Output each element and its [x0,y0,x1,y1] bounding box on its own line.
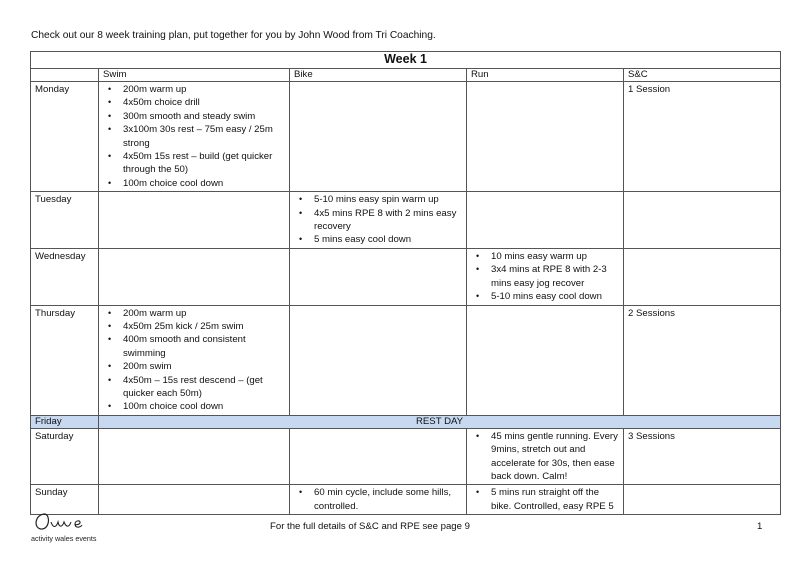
footer-note: For the full details of S&C and RPE see page 9 [270,521,470,532]
day-label: Tuesday [31,192,99,249]
column-header-bike: Bike [290,69,467,82]
day-row [31,485,781,515]
swim-cell [99,248,290,305]
list-item: • 5 mins run straight off the bike. Controlled, easy RPE 5 [491,486,619,513]
day-label: Sunday [31,485,99,515]
bike-cell [290,248,467,305]
day-row [31,82,781,192]
list-item: • 100m choice cool down [123,177,285,190]
list-item: • 5-10 mins easy spin warm up [314,193,462,206]
run-cell [467,305,624,415]
day-label: Monday [31,82,99,192]
sc-cell [624,192,781,249]
column-header-day [31,69,99,82]
list-item: • 100m choice cool down [123,400,285,413]
day-row [31,428,781,485]
sc-cell [624,485,781,515]
bike-cell [290,428,467,485]
day-label: Saturday [31,428,99,485]
list-item: • 3x100m 30s rest – 75m easy / 25m strong [123,123,285,150]
rest-day-label: REST DAY [99,415,781,428]
day-label: Thursday [31,305,99,415]
list-item: • 200m swim [123,360,285,373]
week-title: Week 1 [31,52,781,69]
training-plan-table [30,51,781,515]
bike-list [294,486,462,513]
page-number: 1 [757,521,763,532]
column-header-row [31,69,781,82]
bike-cell [290,485,467,515]
column-header-swim: Swim [99,69,290,82]
list-item: • 60 min cycle, include some hills, controlled. [314,486,462,513]
swim-list [103,307,285,414]
day-row [31,192,781,249]
list-item: • 45 mins gentle running. Every 9mins, stretch out and accelerate for 30s, then ease back down. Calm! [491,430,619,484]
bike-list [294,193,462,247]
run-cell [467,485,624,515]
swim-list [103,83,285,190]
run-list [471,250,619,304]
run-cell [467,248,624,305]
day-label: Wednesday [31,248,99,305]
list-item: • 200m warm up [123,307,285,320]
list-item: • 4x50m choice drill [123,96,285,109]
sc-cell: 2 Sessions [624,305,781,415]
logo [31,508,111,548]
bike-cell [290,305,467,415]
column-header-sc: S&C [624,69,781,82]
list-item: • 4x50m 15s rest – build (get quicker through the 50) [123,150,285,177]
list-item: • 400m smooth and consistent swimming [123,333,285,360]
day-row [31,248,781,305]
bike-cell [290,192,467,249]
run-cell [467,82,624,192]
sc-cell: 3 Sessions [624,428,781,485]
list-item: • 5 mins easy cool down [314,233,462,246]
list-item: • 4x50m 25m kick / 25m swim [123,320,285,333]
swim-cell [99,428,290,485]
swim-cell [99,485,290,515]
day-row [31,305,781,415]
day-row [31,415,781,428]
swim-cell [99,305,290,415]
list-item: • 5-10 mins easy cool down [491,290,619,303]
intro-text: Check out our 8 week training plan, put together for you by John Wood from Tri Coaching. [31,30,436,41]
list-item: • 3x4 mins at RPE 8 with 2-3 mins easy jog recover [491,263,619,290]
run-cell [467,192,624,249]
run-list [471,486,619,513]
list-item: • 10 mins easy warm up [491,250,619,263]
logo-mark-icon [31,508,111,536]
sc-cell [624,248,781,305]
list-item: • 200m warm up [123,83,285,96]
bike-cell [290,82,467,192]
list-item: • 4x50m – 15s rest descend – (get quicker each 50m) [123,374,285,401]
run-cell [467,428,624,485]
column-header-run: Run [467,69,624,82]
logo-caption: activity wales events [31,534,97,543]
sc-cell: 1 Session [624,82,781,192]
list-item: • 4x5 mins RPE 8 with 2 mins easy recovery [314,207,462,234]
run-list [471,430,619,484]
list-item: • 300m smooth and steady swim [123,110,285,123]
swim-cell [99,82,290,192]
day-label: Friday [31,415,99,428]
swim-cell [99,192,290,249]
